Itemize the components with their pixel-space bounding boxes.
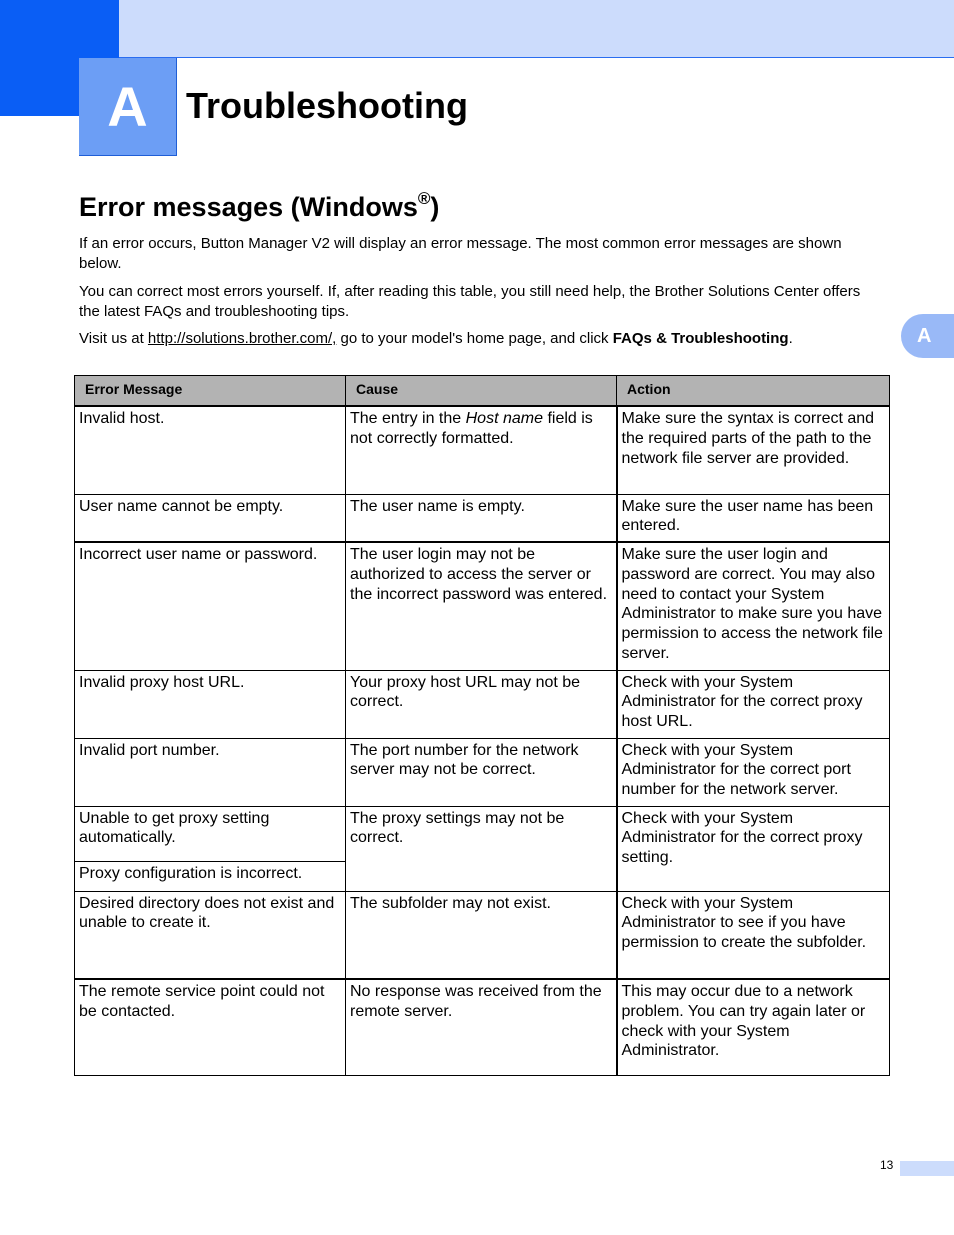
error-cell: User name cannot be empty.	[75, 494, 346, 542]
header-band	[0, 0, 954, 58]
section-title: Error messages (Windows	[79, 192, 418, 222]
action-cell: Check with your System Administrator for the correct proxy host URL.	[617, 670, 890, 738]
visit-middle: go to your model's home page, and click	[336, 330, 613, 347]
solutions-link[interactable]: http://solutions.brother.com/,	[147, 330, 337, 347]
chapter-title: Troubleshooting	[186, 85, 468, 126]
cause-cell: The user name is empty.	[346, 494, 617, 542]
cause-cell: The port number for the network server may not be correct.	[346, 738, 617, 806]
cause-text: field is not correctly formatted.	[350, 410, 593, 447]
table-row	[75, 806, 890, 861]
cause-cell: The user login may not be authorized to access the server or the incorrect password was entered.	[346, 542, 617, 670]
cause-cell: Your proxy host URL may not be correct.	[346, 670, 617, 738]
visit-suffix: .	[788, 330, 793, 347]
error-cell: Invalid port number.	[75, 738, 346, 806]
action-cell: Check with your System Administrator for the correct proxy setting.	[617, 806, 890, 891]
cause-cell: No response was received from the remote server.	[346, 979, 617, 1075]
table-row	[75, 670, 890, 738]
visit-prefix: Visit us at	[79, 330, 148, 347]
visit-paragraph	[79, 329, 869, 349]
section-heading	[79, 182, 439, 226]
intro-paragraph: If an error occurs, Button Manager V2 will display an error message. The most common error messages are shown below.	[79, 235, 842, 272]
header-error-message: Error Message	[75, 376, 346, 407]
page-number-bar	[900, 1161, 954, 1176]
cause-cell: The proxy settings may not be correct.	[346, 806, 617, 891]
page-number: 13	[880, 1158, 894, 1172]
cause-cell	[346, 406, 617, 494]
error-cell: Proxy configuration is incorrect.	[75, 861, 346, 891]
table-row	[75, 542, 890, 670]
error-cell: Invalid host.	[75, 406, 346, 494]
table-row	[75, 738, 890, 806]
table-row	[75, 891, 890, 979]
section-title-close: )	[430, 192, 440, 222]
table-row	[75, 494, 890, 542]
action-cell: Check with your System Administrator for the correct port number for the network server.	[617, 738, 890, 806]
chapter-letter: A	[107, 75, 148, 138]
faq-label: FAQs & Troubleshooting	[612, 330, 789, 347]
action-cell: Make sure the user login and password are correct. You may also need to contact your System Administrator to make sure you have permission to access the network file server.	[617, 542, 890, 670]
header-cause: Cause	[346, 376, 617, 407]
action-cell: Check with your System Administrator to see if you have permission to create the subfolder.	[617, 891, 890, 979]
error-cell: The remote service point could not be contacted.	[75, 979, 346, 1075]
error-messages-table	[74, 375, 890, 1076]
error-cell: Desired directory does not exist and unable to create it.	[75, 891, 346, 979]
action-cell: Make sure the syntax is correct and the required parts of the path to the network file server are provided.	[617, 406, 890, 494]
action-cell: This may occur due to a network problem. You can try again later or check with your System Administrator.	[617, 979, 890, 1075]
chapter-side-tab: A	[901, 314, 954, 358]
error-cell: Invalid proxy host URL.	[75, 670, 346, 738]
action-cell: Make sure the user name has been entered.	[617, 494, 890, 542]
help-paragraph: You can correct most errors yourself. If, after reading this table, you still need help, the Brother Solutions Center offers the latest FAQs and troubleshooting tips.	[79, 283, 861, 320]
error-cell: Incorrect user name or password.	[75, 542, 346, 670]
cause-cell: The subfolder may not exist.	[346, 891, 617, 979]
header-action: Action	[617, 376, 890, 407]
table-header-row	[75, 376, 890, 407]
error-cell: Unable to get proxy setting automatically.	[75, 806, 346, 861]
table-row	[75, 979, 890, 1075]
table-row	[75, 406, 890, 494]
cause-text: The entry in the	[350, 410, 466, 427]
cause-emphasis: Host name	[465, 410, 543, 427]
chapter-letter-box	[79, 58, 177, 156]
registered-mark: ®	[417, 189, 431, 208]
